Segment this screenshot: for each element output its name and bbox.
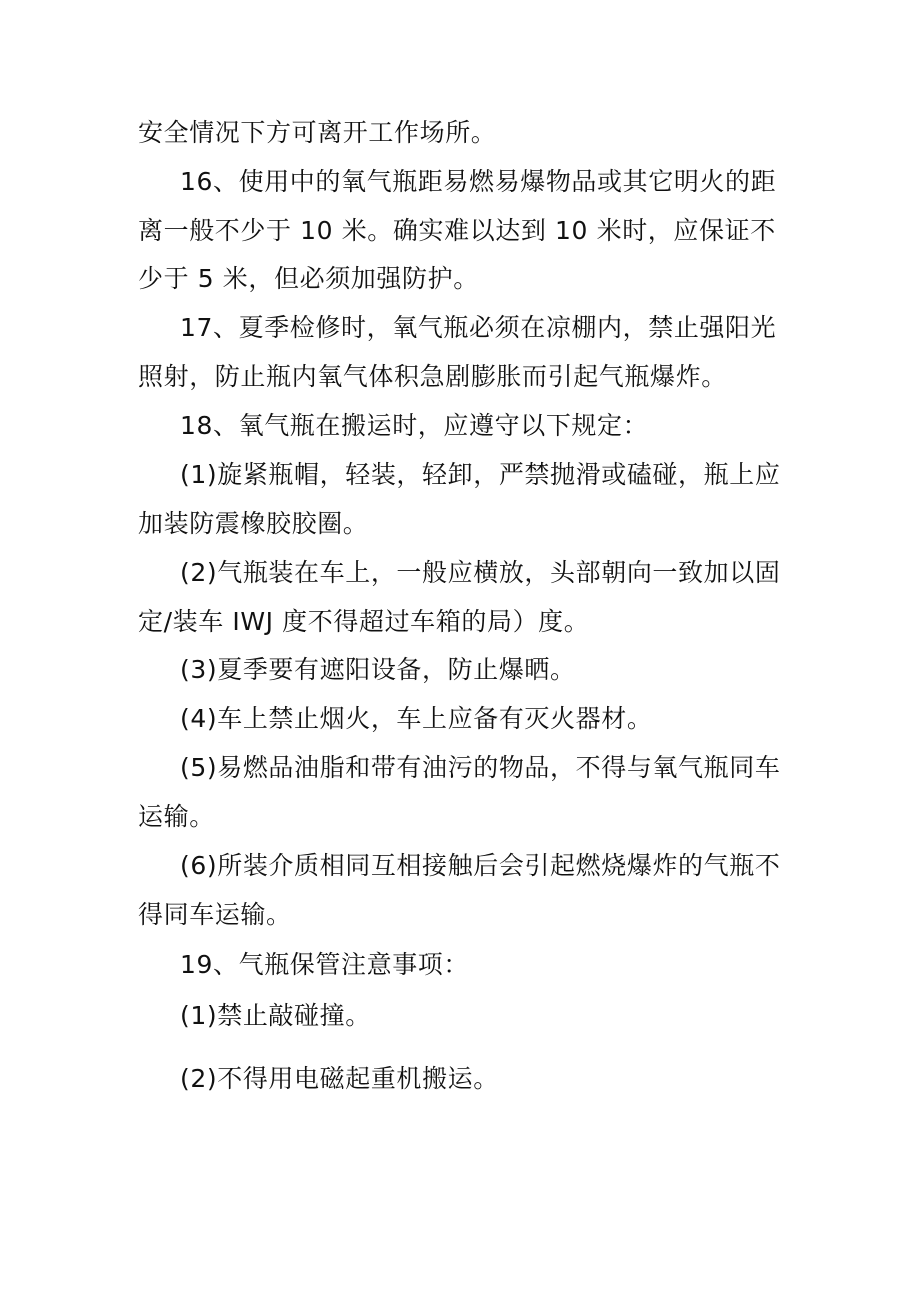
paragraph-item-16: 16、使用中的氧气瓶距易燃易爆物品或其它明火的距离一般不少于 10 米。确实难以达到 10 米时，应保证不少于 5 米，但必须加强防护。: [138, 167, 777, 293]
paragraph-item-17: 17、夏季检修时，氧气瓶必须在凉棚内，禁止强阳光照射，防止瓶内氧气体积急剧膨胀而引起气瓶爆炸。: [138, 313, 777, 391]
paragraph-item-18: 18、氧气瓶在搬运时，应遵守以下规定：: [180, 411, 649, 440]
paragraph-subitem-19-1: (1)禁止敲碰撞。: [180, 1001, 371, 1030]
paragraph-subitem-18-6: (6)所装介质相同互相接触后会引起燃烧爆炸的气瓶不得同车运输。: [138, 851, 781, 929]
paragraph-subitem-19-2: (2)不得用电磁起重机搬运。: [180, 1064, 499, 1093]
paragraph-subitem-18-4: (4)车上禁止烟火，车上应备有灭火器材。: [180, 704, 653, 733]
paragraph-subitem-18-2: (2)气瓶装在车上，一般应横放，头部朝向一致加以固定/装车 IWJ 度不得超过车箱的局）度。: [138, 558, 781, 636]
paragraph-item-19: 19、气瓶保管注意事项：: [180, 950, 470, 979]
paragraph-subitem-18-5: (5)易燃品油脂和带有油污的物品，不得与氧气瓶同车运输。: [138, 753, 781, 831]
paragraph-continuation: 安全情况下方可离开工作场所。: [138, 118, 497, 147]
paragraph-subitem-18-1: (1)旋紧瓶帽，轻装，轻卸，严禁抛滑或磕碰，瓶上应加装防震橡胶胶圈。: [138, 460, 781, 538]
paragraph-subitem-18-3: (3)夏季要有遮阳设备，防止爆晒。: [180, 655, 576, 684]
